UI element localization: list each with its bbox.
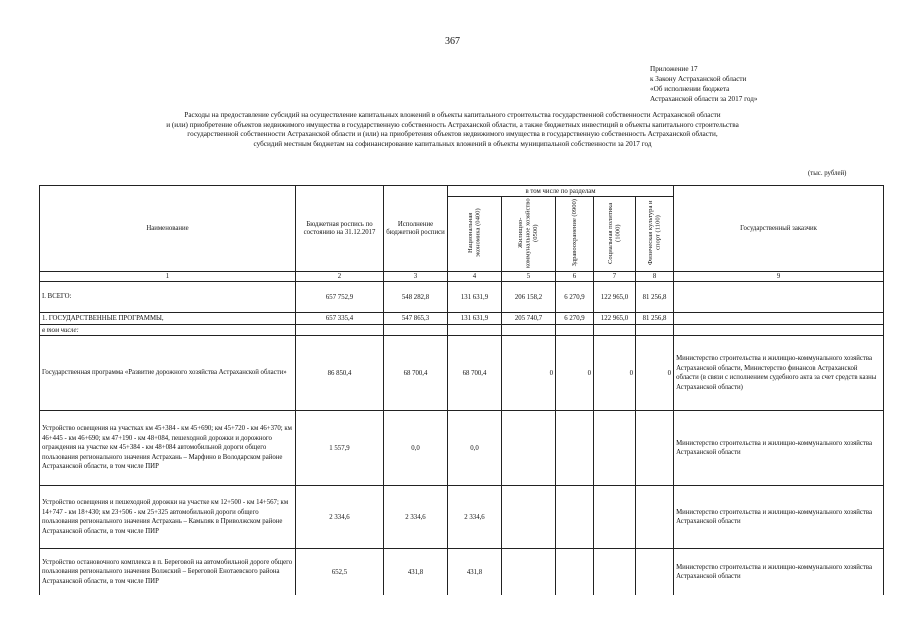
cell-value: 81 256,8 — [636, 313, 674, 325]
cell-customer — [674, 313, 884, 325]
table-row-including — [40, 325, 884, 336]
cell-value: 86 850,4 — [296, 336, 384, 411]
cell-value: 122 965,0 — [594, 282, 636, 313]
column-number: 1 — [40, 272, 296, 282]
title-line: и (или) приобретение объектов недвижимого имущества в государственную собственность Астраханской области, а также бюджетных инвестиций в объекты капитального строительства — [166, 120, 739, 129]
column-number: 2 — [296, 272, 384, 282]
column-number: 3 — [384, 272, 448, 282]
appendix-line: Приложение 17 — [650, 65, 698, 73]
header-section-1000 — [594, 197, 636, 272]
row-name: Устройство освещения на участках км 45+384 - км 45+690; км 45+720 - км 46+370; км 46+445 - км 46+690; км 47+190 - км 48+084, пешеходной дорожки и дорожного ограждения на участке км 45+384 - км 48+084 автомобильной дороги общего пользования регионального значения Астрахань – Марфино в Володарском районе Астраханской области, в том числе ПИР — [40, 411, 296, 486]
expenditure-table — [39, 185, 884, 595]
cell-value: 68 700,4 — [384, 336, 448, 411]
cell-value: 131 631,9 — [448, 282, 502, 313]
appendix-line: к Закону Астраханской области — [650, 75, 747, 83]
cell-value: 122 965,0 — [594, 313, 636, 325]
cell-value: 0,0 — [448, 411, 502, 486]
document-title — [60, 111, 845, 149]
cell-value: 206 158,2 — [502, 282, 556, 313]
table-row-item — [40, 549, 884, 596]
table-row-total — [40, 282, 884, 313]
table-row-state-programs — [40, 313, 884, 325]
row-name: в том числе: — [40, 325, 296, 336]
cell-value: 131 631,9 — [448, 313, 502, 325]
cell-value: 6 270,9 — [556, 282, 594, 313]
header-customer: Государственный заказчик — [674, 186, 884, 272]
cell-value: 0 — [502, 336, 556, 411]
units-label: (тыс. рублей) — [808, 170, 847, 177]
section-label: Жилищно-коммунальное хозяйство (0500) — [517, 198, 540, 268]
header-name: Наименование — [40, 186, 296, 272]
cell-customer: Министерство строительства и жилищно-коммунального хозяйства Астраханской области — [674, 549, 884, 596]
cell-value: 0 — [636, 336, 674, 411]
row-name: Устройство остановочного комплекса в п. Береговой на автомобильной дороге общего пользования регионального значения Волжский – Береговой Енотаевского района Астраханской области, в том числе ПИР — [40, 549, 296, 596]
cell-value: 2 334,6 — [448, 486, 502, 549]
section-label: Здравоохранение (0900) — [570, 199, 578, 267]
cell-value: 431,8 — [448, 549, 502, 596]
column-number: 6 — [556, 272, 594, 282]
cell-value: 0 — [594, 336, 636, 411]
cell-customer: Министерство строительства и жилищно-коммунального хозяйства Астраханской области, Министерство финансов Астраханской области (в связи с исполнением судебного акта за счет средств казны Астраханской области) — [674, 336, 884, 411]
row-name: Устройство освещения и пешеходной дорожки на участке км 12+500 - км 14+567; км 14+747 - км 18+430; км 23+506 - км 25+325 автомобильной дороги общего пользования регионального значения Астрахань – Камызяк в Приволжском районе Астраханской области, в том числе ПИР — [40, 486, 296, 549]
header-execution: Исполнение бюджетной росписи — [384, 186, 448, 272]
column-number: 8 — [636, 272, 674, 282]
cell-value: 6 270,9 — [556, 313, 594, 325]
cell-value: 547 865,3 — [384, 313, 448, 325]
cell-value: 431,8 — [384, 549, 448, 596]
cell-customer: Министерство строительства и жилищно-коммунального хозяйства Астраханской области — [674, 486, 884, 549]
header-section-0400 — [448, 197, 502, 272]
cell-value: 205 740,7 — [502, 313, 556, 325]
cell-value: 68 700,4 — [448, 336, 502, 411]
header-section-0900 — [556, 197, 594, 272]
cell-value: 81 256,8 — [636, 282, 674, 313]
title-line: государственной собственности Астраханской области и (или) на приобретения объектов недвижимого имущества в государственную собственность Астраханской области, — [187, 130, 718, 139]
column-number: 4 — [448, 272, 502, 282]
cell-customer — [674, 282, 884, 313]
cell-value: 657 335,4 — [296, 313, 384, 325]
section-label: Национальная экономика (0400) — [466, 208, 482, 258]
page-number: 367 — [445, 36, 460, 47]
table-row-item — [40, 411, 884, 486]
cell-value: 548 282,8 — [384, 282, 448, 313]
cell-value: 0 — [556, 336, 594, 411]
column-number: 9 — [674, 272, 884, 282]
appendix-line: Астраханской области за 2017 год» — [650, 95, 758, 103]
appendix-block — [650, 64, 758, 104]
row-name: I. ВСЕГО: — [40, 282, 296, 313]
header-incl-sections: в том числе по разделам — [448, 186, 674, 197]
table-row-item — [40, 486, 884, 549]
cell-customer: Министерство строительства и жилищно-коммунального хозяйства Астраханской области — [674, 411, 884, 486]
title-line: Расходы на предоставление субсидий на осуществление капитальных вложений в объекты капитального строительства государственной собственности Астраханской области — [184, 111, 721, 119]
table-row-program — [40, 336, 884, 411]
column-number: 7 — [594, 272, 636, 282]
row-name: Государственная программа «Развитие дорожного хозяйства Астраханской области» — [40, 336, 296, 411]
title-line: субсидий местным бюджетам на софинансирование капитальных вложений в объекты муниципальной собственности за 2017 год — [253, 139, 652, 148]
header-section-1100 — [636, 197, 674, 272]
appendix-line: «Об исполнении бюджета — [650, 85, 730, 93]
cell-value: 1 557,9 — [296, 411, 384, 486]
header-section-0500 — [502, 197, 556, 272]
column-number-row — [40, 272, 884, 282]
section-label: Социальная политика (1000) — [606, 202, 622, 264]
cell-value: 2 334,6 — [384, 486, 448, 549]
header-budget: Бюджетная роспись по состоянию на 31.12.2017 — [296, 186, 384, 272]
cell-value: 0,0 — [384, 411, 448, 486]
cell-value: 2 334,6 — [296, 486, 384, 549]
row-name: 1. ГОСУДАРСТВЕННЫЕ ПРОГРАММЫ, — [40, 313, 296, 325]
column-number: 5 — [502, 272, 556, 282]
section-label: Физическая культура и спорт (1100) — [646, 200, 662, 266]
cell-value: 657 752,9 — [296, 282, 384, 313]
cell-value: 652,5 — [296, 549, 384, 596]
